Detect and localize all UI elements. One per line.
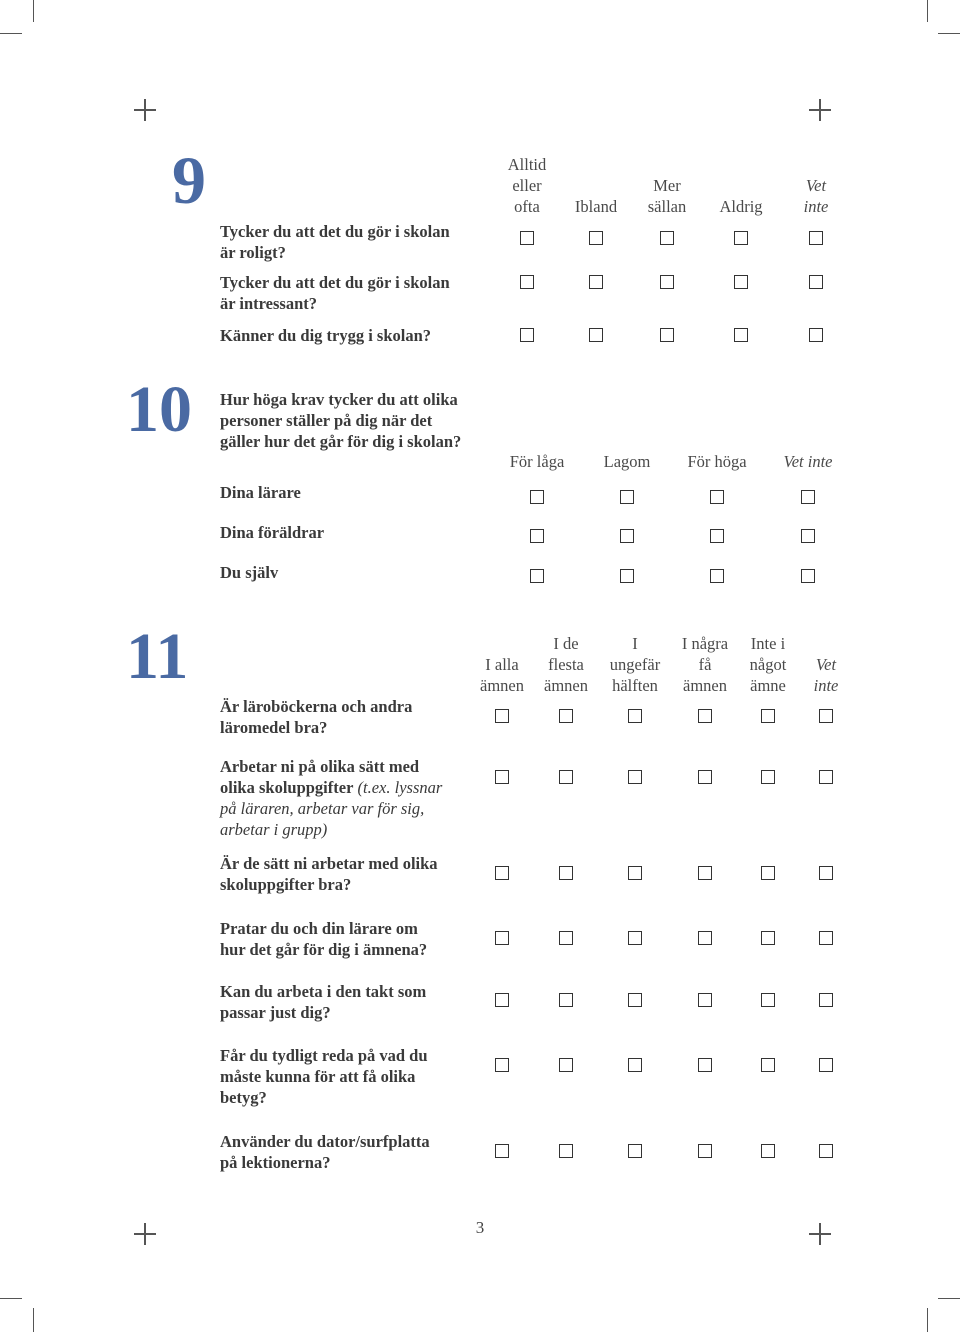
column-header-line: Inte i <box>750 634 786 653</box>
q10-question-text <box>220 482 480 503</box>
crop-mark <box>0 1298 22 1299</box>
q11-checkbox[interactable] <box>559 1144 573 1158</box>
q11-checkbox[interactable] <box>698 770 712 784</box>
q11-checkbox[interactable] <box>495 866 509 880</box>
q9-checkbox[interactable] <box>734 231 748 245</box>
q11-checkbox[interactable] <box>628 1144 642 1158</box>
question-text-line: är roligt? <box>220 243 286 262</box>
q11-checkbox[interactable] <box>819 866 833 880</box>
crop-mark <box>0 33 22 34</box>
q11-column-header <box>544 633 588 696</box>
column-header-line: Vet <box>805 176 827 195</box>
q11-checkbox[interactable] <box>761 709 775 723</box>
q9-column-header <box>575 196 617 217</box>
question-number-9: 9 <box>172 142 206 218</box>
column-header-line: I alla <box>485 655 519 674</box>
column-header-line: Alltid <box>507 155 547 174</box>
question-text-line: Dina föräldrar <box>220 523 325 542</box>
column-header-line: Vet <box>815 655 837 674</box>
column-header-line: få <box>698 655 712 674</box>
q11-checkbox[interactable] <box>819 770 833 784</box>
question-text-line <box>220 819 480 840</box>
q11-checkbox[interactable] <box>698 709 712 723</box>
column-header-line: För höga <box>687 452 747 471</box>
q11-checkbox[interactable] <box>819 709 833 723</box>
question-text-line: skoluppgifter bra? <box>220 875 352 894</box>
column-header-line: ofta <box>514 197 540 216</box>
question-text-line: betyg? <box>220 1088 267 1107</box>
q9-checkbox[interactable] <box>809 328 823 342</box>
q9-checkbox[interactable] <box>660 231 674 245</box>
q11-checkbox[interactable] <box>628 709 642 723</box>
question-text-line <box>220 798 480 819</box>
q10-column-header <box>687 451 746 472</box>
column-header-line: I några <box>681 634 729 653</box>
q10-question-text <box>220 522 480 543</box>
q11-checkbox[interactable] <box>559 931 573 945</box>
q10-intro-line: Hur höga krav tycker du att olika <box>220 390 458 409</box>
question-text-line: på lektionerna? <box>220 1153 331 1172</box>
question-text-line: passar just dig? <box>220 1003 331 1022</box>
q9-checkbox[interactable] <box>520 275 534 289</box>
q11-checkbox[interactable] <box>761 1058 775 1072</box>
q11-checkbox[interactable] <box>698 1058 712 1072</box>
question-text-line: Kan du arbeta i den takt som <box>220 982 427 1001</box>
question-text-line: Använder du dator/surfplatta <box>220 1132 430 1151</box>
q9-question-text <box>220 272 480 314</box>
q11-checkbox[interactable] <box>819 1144 833 1158</box>
question-text-line: måste kunna för att få olika <box>220 1067 416 1086</box>
q11-checkbox[interactable] <box>495 993 509 1007</box>
q11-checkbox[interactable] <box>628 770 642 784</box>
q11-column-header <box>682 633 728 696</box>
q11-checkbox[interactable] <box>698 866 712 880</box>
q11-checkbox[interactable] <box>698 1144 712 1158</box>
crop-mark <box>33 1308 34 1332</box>
q11-checkbox[interactable] <box>495 709 509 723</box>
q10-checkbox[interactable] <box>710 529 724 543</box>
q10-column-header <box>604 451 651 472</box>
q11-checkbox[interactable] <box>628 993 642 1007</box>
q11-checkbox[interactable] <box>761 866 775 880</box>
q9-checkbox[interactable] <box>589 328 603 342</box>
q11-checkbox[interactable] <box>559 709 573 723</box>
column-header-line: Lagom <box>603 452 651 471</box>
question-text-line: Arbetar ni på olika sätt med <box>220 757 420 776</box>
question-text-line: Är läroböckerna och andra <box>220 697 413 716</box>
q11-question-text <box>220 918 480 960</box>
q9-column-header <box>508 154 547 217</box>
column-header-line: Vet inte <box>783 452 833 471</box>
column-header-line: sällan <box>647 197 687 216</box>
q11-checkbox[interactable] <box>628 1058 642 1072</box>
q10-checkbox[interactable] <box>801 569 815 583</box>
q11-checkbox[interactable] <box>698 993 712 1007</box>
column-header-line: Mer <box>653 176 681 195</box>
question-number-10: 10 <box>126 373 192 446</box>
column-header-line: hälften <box>612 676 658 695</box>
question-text-line: Pratar du och din lärare om <box>220 919 418 938</box>
q11-checkbox[interactable] <box>559 866 573 880</box>
q11-checkbox[interactable] <box>495 931 509 945</box>
page-number: 3 <box>475 1218 485 1237</box>
question-text-line: olika skoluppgifter (t.ex. lyssnar <box>220 778 443 797</box>
q11-checkbox[interactable] <box>819 931 833 945</box>
q9-checkbox[interactable] <box>520 231 534 245</box>
crop-mark <box>938 33 960 34</box>
column-header-line: inte <box>803 197 829 216</box>
question-text-line: läromedel bra? <box>220 718 328 737</box>
q11-checkbox[interactable] <box>495 1058 509 1072</box>
q11-question-text <box>220 756 480 840</box>
q11-checkbox[interactable] <box>559 1058 573 1072</box>
q11-checkbox[interactable] <box>761 1144 775 1158</box>
column-header-line: ämnen <box>683 676 727 695</box>
question-text-line: Känner du dig trygg i skolan? <box>220 326 432 345</box>
crop-mark <box>927 1308 928 1332</box>
question-text-line: Du själv <box>220 563 279 582</box>
q11-checkbox[interactable] <box>819 1058 833 1072</box>
q11-checkbox[interactable] <box>495 1144 509 1158</box>
q10-checkbox[interactable] <box>530 490 544 504</box>
q11-question-text <box>220 1045 480 1108</box>
column-header-line: ämnen <box>544 676 588 695</box>
question-text-italic: (t.ex. lyssnar <box>353 778 443 797</box>
q9-checkbox[interactable] <box>809 231 823 245</box>
q11-column-header <box>814 654 839 696</box>
question-text-line: Tycker du att det du gör i skolan <box>220 273 450 292</box>
question-text-line: är intressant? <box>220 294 318 313</box>
question-text-line: Är de sätt ni arbetar med olika <box>220 854 438 873</box>
q9-checkbox[interactable] <box>589 275 603 289</box>
q9-checkbox[interactable] <box>660 328 674 342</box>
q11-question-text <box>220 981 480 1023</box>
column-header-line: ämnen <box>480 676 524 695</box>
q10-intro-line: gäller hur det går för dig i skolan? <box>220 432 462 451</box>
q11-question-text <box>220 696 480 738</box>
column-header-line: inte <box>813 676 839 695</box>
column-header-line: eller <box>512 176 542 195</box>
q10-intro <box>220 389 520 452</box>
question-text-line: Tycker du att det du gör i skolan <box>220 222 450 241</box>
q11-checkbox[interactable] <box>761 770 775 784</box>
q9-checkbox[interactable] <box>734 328 748 342</box>
question-text-italic: arbetar i grupp) <box>220 820 328 839</box>
q9-checkbox[interactable] <box>589 231 603 245</box>
q11-checkbox[interactable] <box>698 931 712 945</box>
q9-question-text <box>220 221 480 263</box>
q11-column-header <box>750 633 787 696</box>
q9-question-text <box>220 325 480 346</box>
q10-checkbox[interactable] <box>710 569 724 583</box>
q10-checkbox[interactable] <box>710 490 724 504</box>
q11-column-header <box>610 633 660 696</box>
question-text-line: Dina lärare <box>220 483 301 502</box>
q9-column-header <box>804 175 829 217</box>
column-header-line: I de <box>553 634 579 653</box>
q11-question-text <box>220 853 480 895</box>
q11-checkbox[interactable] <box>495 770 509 784</box>
question-text-line: hur det går för dig i ämnena? <box>220 940 428 959</box>
q9-checkbox[interactable] <box>734 275 748 289</box>
crop-mark <box>927 0 928 22</box>
q11-checkbox[interactable] <box>761 931 775 945</box>
q10-checkbox[interactable] <box>620 490 634 504</box>
registration-plus <box>144 99 146 121</box>
q10-checkbox[interactable] <box>530 569 544 583</box>
q10-checkbox[interactable] <box>620 569 634 583</box>
q11-checkbox[interactable] <box>819 993 833 1007</box>
q9-checkbox[interactable] <box>520 328 534 342</box>
question-text-line: Får du tydligt reda på vad du <box>220 1046 428 1065</box>
question-text-italic: på läraren, arbetar var för sig, <box>220 799 425 818</box>
q11-checkbox[interactable] <box>559 993 573 1007</box>
column-header-line: För låga <box>509 452 565 471</box>
q11-checkbox[interactable] <box>559 770 573 784</box>
registration-plus <box>819 99 821 121</box>
q9-checkbox[interactable] <box>660 275 674 289</box>
q9-checkbox[interactable] <box>809 275 823 289</box>
column-header-line: Aldrig <box>719 197 763 216</box>
crop-mark <box>33 0 34 22</box>
question-number-11: 11 <box>126 620 189 693</box>
q10-checkbox[interactable] <box>801 490 815 504</box>
column-header-line: något <box>749 655 787 674</box>
column-header-line: ungefär <box>609 655 661 674</box>
q10-checkbox[interactable] <box>801 529 815 543</box>
q9-column-header <box>719 196 762 217</box>
q9-column-header <box>648 175 687 217</box>
q10-question-text <box>220 562 480 583</box>
column-header-line: Ibland <box>574 197 618 216</box>
q10-intro-line: personer ställer på dig när det <box>220 411 433 430</box>
q10-checkbox[interactable] <box>620 529 634 543</box>
q11-checkbox[interactable] <box>628 931 642 945</box>
q11-column-header <box>480 654 524 696</box>
q10-column-header <box>783 451 832 472</box>
q11-checkbox[interactable] <box>628 866 642 880</box>
column-header-line: ämne <box>750 676 786 695</box>
column-header-line: flesta <box>548 655 584 674</box>
q11-question-text <box>220 1131 480 1173</box>
q10-checkbox[interactable] <box>530 529 544 543</box>
q11-checkbox[interactable] <box>761 993 775 1007</box>
q10-column-header <box>510 451 565 472</box>
crop-mark <box>938 1298 960 1299</box>
column-header-line: I <box>632 634 638 653</box>
